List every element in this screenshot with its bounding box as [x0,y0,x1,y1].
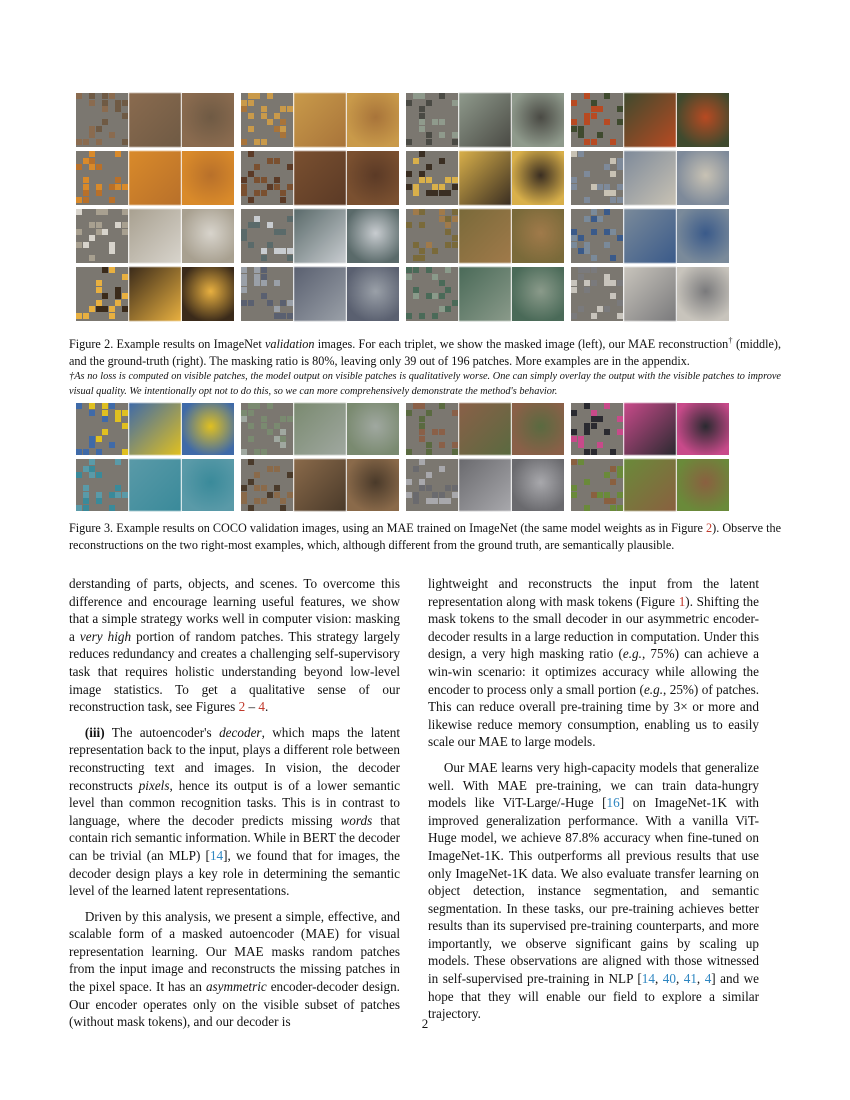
ground-truth-image [512,151,564,205]
ground-truth-image [182,151,234,205]
ground-truth-image [512,459,564,511]
ground-truth-image [347,267,399,321]
image-triplet [76,93,234,147]
image-row [76,209,729,263]
reconstructed-image [129,93,181,147]
masked-image [76,209,128,263]
masked-image [76,459,128,511]
image-triplet [571,403,729,455]
reconstructed-image [624,459,676,511]
image-triplet [76,459,234,511]
reconstructed-image [294,403,346,455]
paragraph: Our MAE learns very high-capacity models that generalize well. With MAE pre-training, we can train data-hungry models like ViT-Large/-Huge [16] on ImageNet-1K with improved generalization performance. With a vanilla ViT-Huge model, we achieve 87.8% accuracy when fine-tuned on ImageNet-1K. This outperforms all previous results that use only ImageNet-1K data. We also evaluate transfer learning on object detection, instance segmentation, and semantic segmentation. In these tasks, our pre-training achieves better results than its supervised pre-training counterparts, and more importantly, we observe significant gains by scaling up models. These observations are aligned with those witnessed in self-supervised pre-training in NLP [14, 40, 41, 4] and we hope that they will enable our field to explore a similar trajectory. [428,759,760,1022]
masked-image [571,403,623,455]
paragraph: Driven by this analysis, we present a simple, effective, and scalable form of a masked autoencoder (MAE) for visual representation learning. Our MAE masks random patches from the input image and reconstructs the missing patches in the pixel space. It has an asymmetric encoder-decoder design. Our encoder operates only on the visible subset of patches (without mask tokens), and our decoder is [69,908,400,1030]
paragraph: (iii) The autoencoder's decoder, which maps the latent representation back to the input, plays a different role between reconstructing text and images. In vision, the decoder reconstructs pixels, hence its output is of a lower semantic level than common recognition tasks. This is in contrast to language, where the decoder predicts missing words that contain rich semantic information. While in BERT the decoder can be trivial (an MLP) [14], we found that for images, the decoder design plays a key role in determining the semantic level of the learned latent representations. [69,724,401,899]
ground-truth-image [512,267,564,321]
reconstructed-image [624,403,676,455]
reconstructed-image [459,267,511,321]
masked-image [76,267,128,321]
reconstructed-image [294,459,346,511]
reconstructed-image [459,403,511,455]
ground-truth-image [512,209,564,263]
reconstructed-image [129,209,181,263]
image-triplet [241,209,399,263]
ground-truth-image [347,403,399,455]
masked-image [76,93,128,147]
ground-truth-image [677,93,729,147]
ground-truth-image [347,459,399,511]
image-triplet [406,403,564,455]
image-triplet [406,93,564,147]
reconstructed-image [129,151,181,205]
masked-image [241,403,293,455]
ground-truth-image [677,267,729,321]
citation-link[interactable]: 40 [662,971,676,987]
ground-truth-image [512,93,564,147]
image-triplet [241,267,399,321]
image-triplet [241,403,399,455]
masked-image [571,459,623,511]
figure-3-image-grid [76,403,729,515]
masked-image [76,151,128,205]
image-row [76,403,729,455]
ground-truth-image [182,403,234,455]
reconstructed-image [624,151,676,205]
ground-truth-image [347,93,399,147]
image-triplet [571,459,729,511]
page-number: 2 [421,1016,429,1031]
ground-truth-image [677,403,729,455]
image-row [76,267,729,321]
ground-truth-image [677,459,729,511]
reconstructed-image [459,93,511,147]
ground-truth-image [182,209,234,263]
reconstructed-image [294,209,346,263]
reconstructed-image [129,459,181,511]
citation-link[interactable]: 16 [606,795,620,811]
image-triplet [571,209,729,263]
reconstructed-image [459,209,511,263]
ground-truth-image [182,267,234,321]
masked-image [571,267,623,321]
citation-link[interactable]: 4 [704,971,712,987]
masked-image [406,267,458,321]
image-triplet [406,209,564,263]
figure-2-image-grid [76,93,729,325]
reconstructed-image [624,267,676,321]
image-triplet [571,267,729,321]
masked-image [241,209,293,263]
figure-2-footnote: †As no loss is computed on visible patches, the model output on visible patches is qualitatively worse. One can simply overlay the output with the visible patches to improve visual quality. We intentionally opt not to do this, so we can more comprehensively demonstrate the method's behavior. [69,371,781,397]
ground-truth-image [677,209,729,263]
masked-image [406,209,458,263]
citation-link[interactable]: 41 [683,971,697,987]
ground-truth-image [347,209,399,263]
masked-image [571,209,623,263]
image-triplet [571,151,729,205]
reconstructed-image [459,459,511,511]
image-triplet [76,151,234,205]
image-row [76,151,729,205]
masked-image [571,93,623,147]
ground-truth-image [182,93,234,147]
reconstructed-image [129,403,181,455]
reconstructed-image [294,267,346,321]
image-triplet [241,151,399,205]
reconstructed-image [294,151,346,205]
masked-image [406,151,458,205]
reconstructed-image [624,209,676,263]
reconstructed-image [294,93,346,147]
image-triplet [406,459,564,511]
image-triplet [241,459,399,511]
reconstructed-image [624,93,676,147]
ground-truth-image [512,403,564,455]
ground-truth-image [677,151,729,205]
masked-image [241,93,293,147]
paragraph: derstanding of parts, objects, and scenes. To overcome this difference and encourage learning useful features, we show that a simple strategy works well in computer vision: masking a very high portion of random patches. This strategy largely reduces redundancy and creates a challenging self-supervisory task that requires holistic understanding beyond low-level image statistics. To get a qualitative sense of our reconstruction task, see Figures 2 – 4. [69,576,401,715]
reconstructed-image [459,151,511,205]
image-triplet [241,93,399,147]
figure-3-caption: Figure 3. Example results on COCO validation images, using an MAE trained on ImageNet (the same model weights as in Figure 2). Observe the reconstructions on the two right-most examples, which, although different from the ground truth, are semantically plausible. [69,521,782,552]
masked-image [571,151,623,205]
citation-link[interactable]: 14 [209,847,224,863]
right-column [428,575,759,1023]
paragraph: lightweight and reconstructs the input from the latent representation along with mask tokens (Figure 1). Shifting the mask tokens to the small decoder in our asymmetric encoder-decoder results in a large reduction in computation. Under this design, a very high masking ratio (e.g., 75%) can achieve a win-win scenario: it optimizes accuracy while allowing the encoder to process only a small portion (e.g., 25%) of patches. This can reduce overall pre-training time by 3× or more and likewise reduce memory consumption, enabling us to easily scale our MAE to large models. [428,576,759,750]
figure-ref-link[interactable]: 1 [678,593,686,609]
masked-image [406,459,458,511]
image-row [76,459,729,511]
reconstructed-image [129,267,181,321]
figure-ref-link[interactable]: 2 [706,521,713,535]
ground-truth-image [347,151,399,205]
image-triplet [76,209,234,263]
citation-link[interactable]: 14 [641,971,655,987]
image-triplet [406,267,564,321]
masked-image [76,403,128,455]
masked-image [406,93,458,147]
left-column [69,575,400,1031]
figure-ref-link[interactable]: 2 [238,699,246,715]
masked-image [241,459,293,511]
image-triplet [76,403,234,455]
image-row [76,93,729,147]
masked-image [241,267,293,321]
figure-ref-link[interactable]: 4 [258,699,265,715]
masked-image [406,403,458,455]
masked-image [241,151,293,205]
ground-truth-image [182,459,234,511]
image-triplet [76,267,234,321]
image-triplet [406,151,564,205]
image-triplet [571,93,729,147]
figure-2-caption: Figure 2. Example results on ImageNet validation images. For each triplet, we show the masked image (left), our MAE reconstruction† (middle), and the ground-truth (right). The masking ratio is 80%, leaving only 39 out of 196 patches. More examples are in the appendix. †As no loss is computed on visible patches, the model output on visible patches is qualitatively worse. One can simply overlay the output with the visible patches to improve visual quality. We intentionally opt not to do this, so we can more comprehensively demonstrate the method's behavior. [69,333,781,399]
